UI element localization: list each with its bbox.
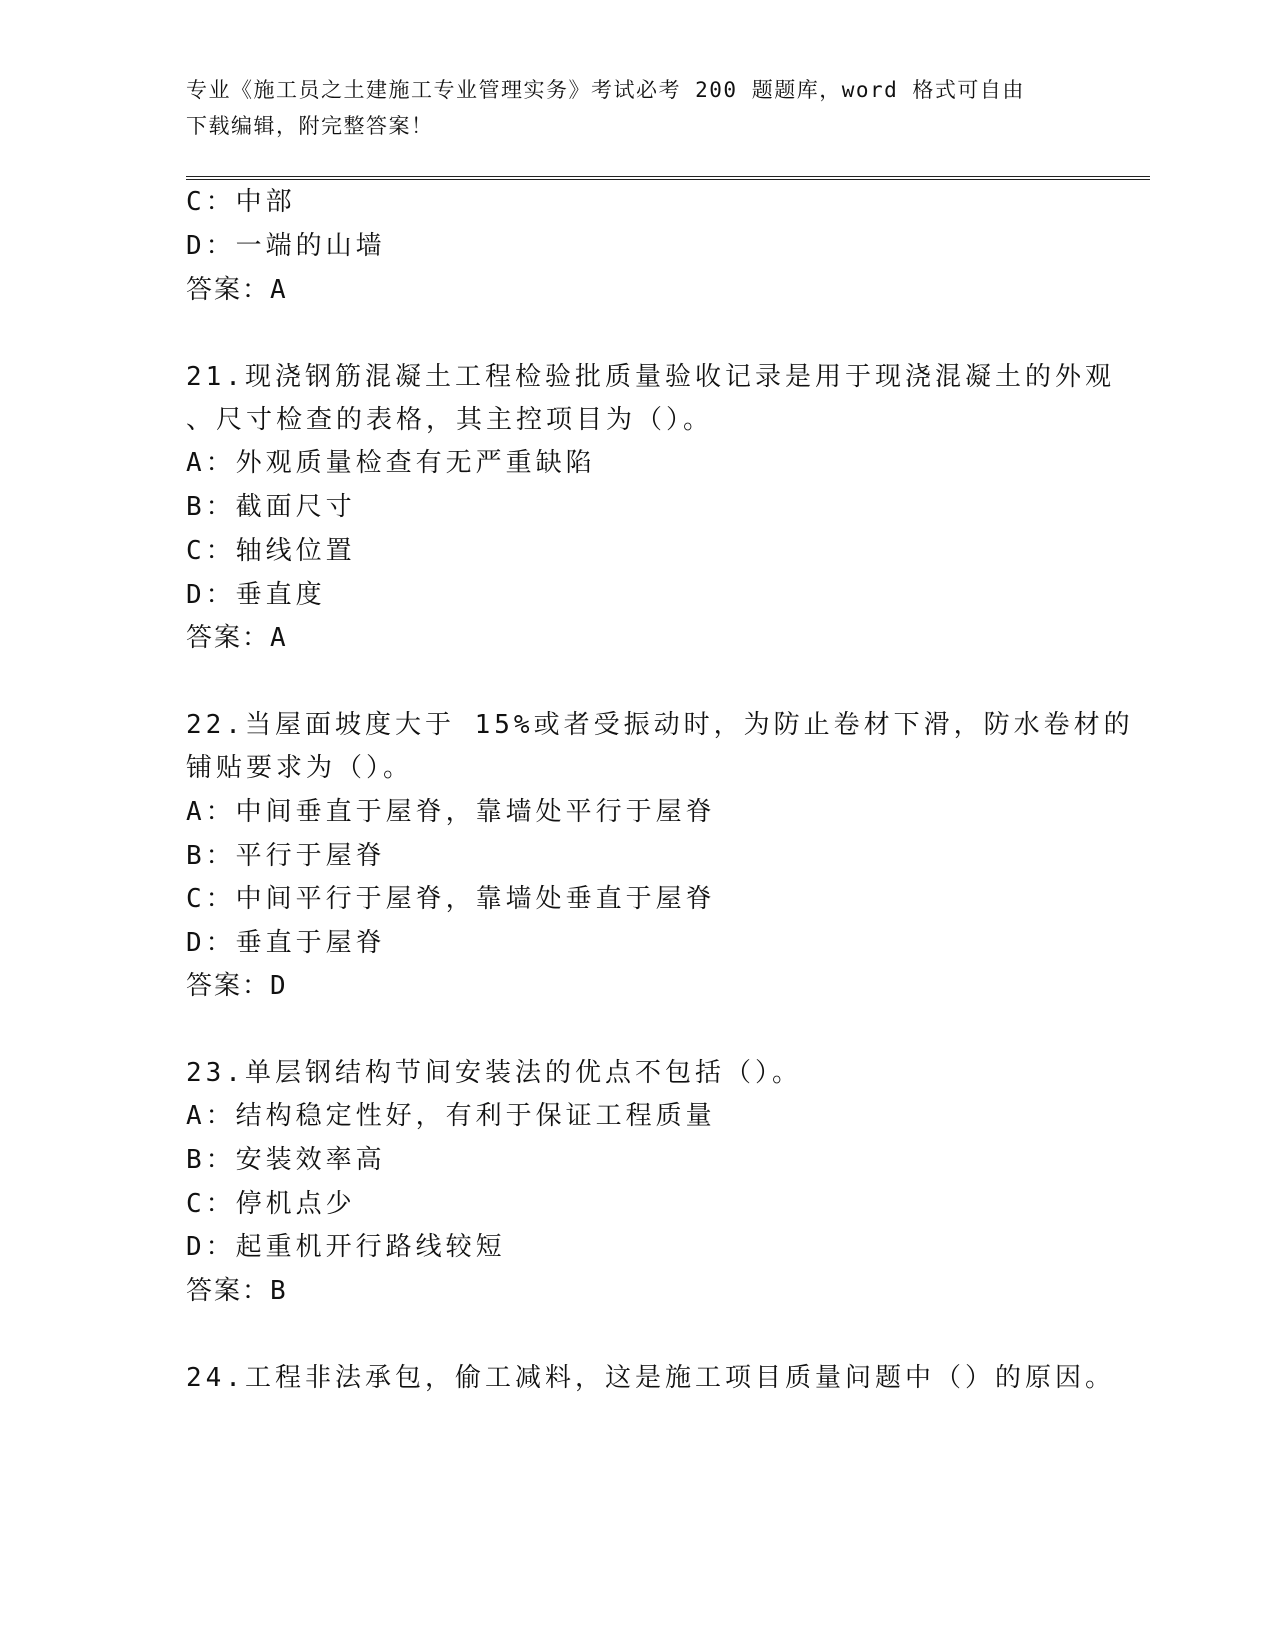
q22-option-a: A：中间垂直于屋脊，靠墙处平行于屋脊 [186, 797, 716, 827]
q22-stem-line-1: 22.当屋面坡度大于 15%或者受振动时，为防止卷材下滑，防水卷材的 [186, 710, 1134, 740]
q22-answer: 答案：D [186, 971, 288, 1001]
q23-answer: 答案：B [186, 1276, 288, 1306]
q21-option-b: B：截面尺寸 [186, 492, 356, 522]
header-divider [186, 176, 1150, 180]
q21-option-d: D：垂直度 [186, 580, 326, 610]
q22-option-b: B：平行于屋脊 [186, 841, 386, 871]
q21-answer: 答案：A [186, 623, 288, 653]
header-line-2: 下载编辑，附完整答案！ [186, 114, 434, 138]
q22-option-c: C：中间平行于屋脊，靠墙处垂直于屋脊 [186, 884, 716, 914]
document-header [186, 72, 1086, 144]
q23-option-b: B：安装效率高 [186, 1145, 386, 1175]
q23-stem-line-1: 23.单层钢结构节间安装法的优点不包括（）。 [186, 1058, 802, 1088]
q24-stem-line-1: 24.工程非法承包，偷工减料，这是施工项目质量问题中（）的原因。 [186, 1363, 1115, 1393]
q22-option-d: D：垂直于屋脊 [186, 928, 386, 958]
q20-option-c: C：中部 [186, 187, 296, 217]
q23-option-a: A：结构稳定性好，有利于保证工程质量 [186, 1101, 716, 1131]
q20-option-d: D：一端的山墙 [186, 231, 386, 261]
q21-stem-line-1: 21.现浇钢筋混凝土工程检验批质量验收记录是用于现浇混凝土的外观 [186, 362, 1115, 392]
q21-option-a: A：外观质量检查有无严重缺陷 [186, 448, 596, 478]
header-line-1: 专业《施工员之土建施工专业管理实务》考试必考 200 题题库，word 格式可自由 [186, 78, 1025, 102]
q23-option-d: D：起重机开行路线较短 [186, 1232, 506, 1262]
q21-option-c: C：轴线位置 [186, 536, 356, 566]
q20-answer: 答案：A [186, 275, 288, 305]
q23-option-c: C：停机点少 [186, 1189, 356, 1219]
q22-stem-line-2: 铺贴要求为（）。 [186, 753, 414, 783]
q21-stem-line-2: 、尺寸检查的表格，其主控项目为（）。 [186, 405, 714, 435]
